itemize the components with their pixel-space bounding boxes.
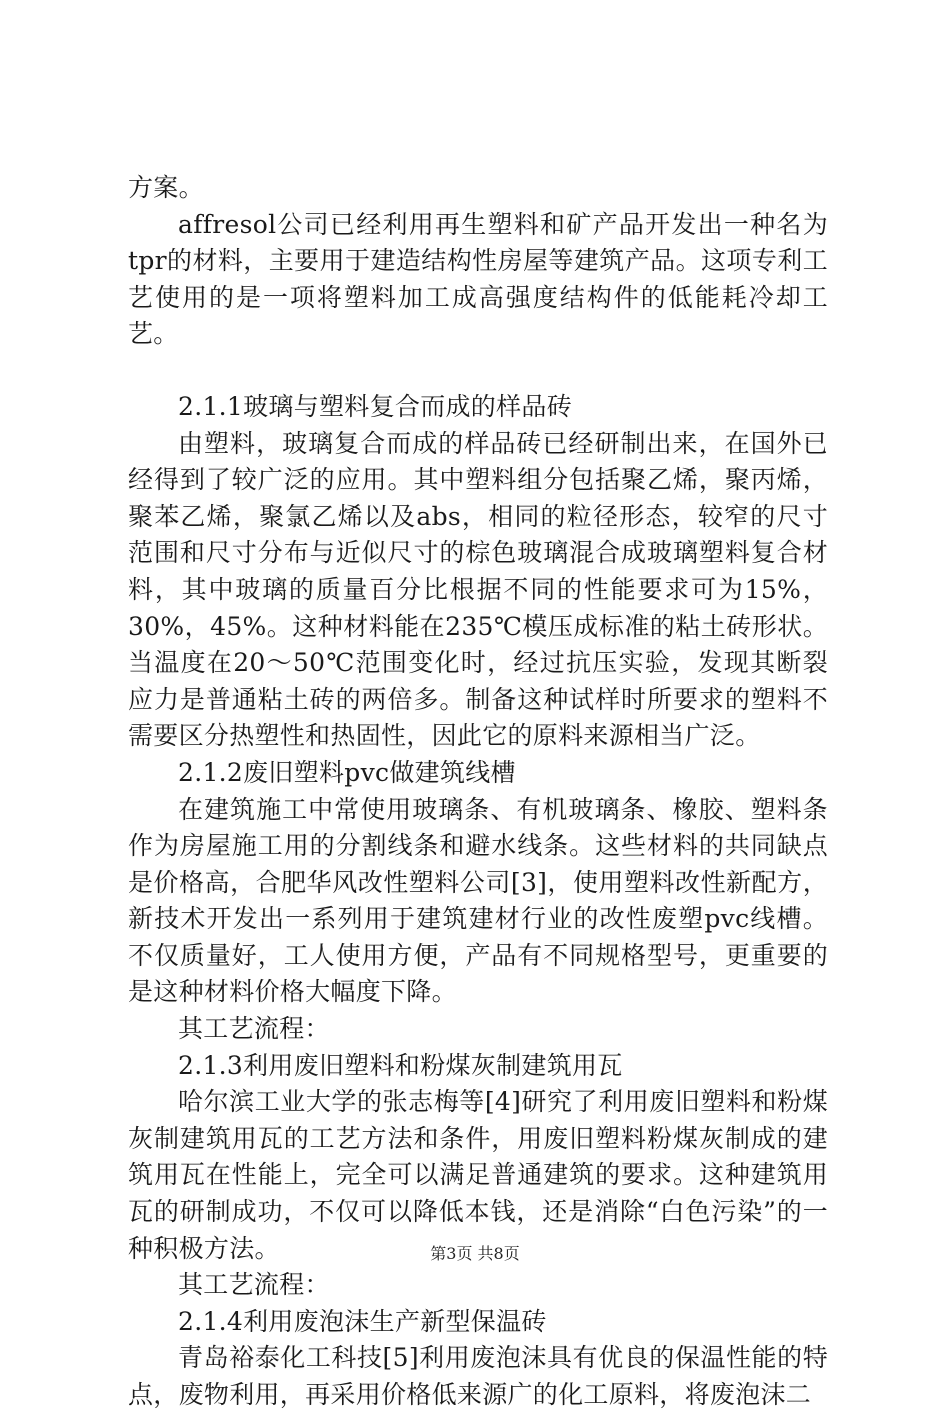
section-heading-2-1-2: 2.1.2废旧塑料pvc做建筑线槽: [178, 757, 516, 787]
section-heading-2-1-1: 2.1.1玻璃与塑料复合而成的样品砖: [178, 391, 573, 421]
paragraph-pvc-trunking: 在建筑施工中常使用玻璃条、有机玻璃条、橡胶、塑料条作为房屋施工用的分割线条和避水线条。这些材料的共同缺点是价格高，合肥华风改性塑料公司[3]，使用塑料改性新配方，新技术开发出一系列用于建筑建材行业的改性废塑pvc线槽。不仅质量好，工人使用方便，产品有不同规格型号，更重要的是这种材料价格大幅度下降。: [128, 794, 828, 1007]
paragraph-spacer: [128, 353, 828, 389]
section-heading-2-1-3: 2.1.3利用废旧塑料和粉煤灰制建筑用瓦: [178, 1050, 623, 1080]
process-flow-label-1: 其工艺流程：: [178, 1014, 330, 1044]
paragraph-affresol: affresol公司已经利用再生塑料和矿产品开发出一种名为tpr的材料，主要用于建造结构性房屋等建筑产品。这项专利工艺使用的是一项将塑料加工成高强度结构件的低能耗冷却工艺。: [128, 209, 828, 349]
paragraph-flyash-tile: 哈尔滨工业大学的张志梅等[4]研究了利用废旧塑料和粉煤灰制建筑用瓦的工艺方法和条件，用废旧塑料粉煤灰制成的建筑用瓦在性能上，完全可以满足普通建筑的要求。这种建筑用瓦的研制成功，不仅可以降低本钱，还是消除“白色污染”的一种积极方法。: [128, 1087, 828, 1263]
document-body: [128, 170, 828, 1414]
paragraph-glass-plastic-brick: 由塑料，玻璃复合而成的样品砖已经研制出来，在国外已经得到了较广泛的应用。其中塑料组分包括聚乙烯，聚丙烯，聚苯乙烯，聚氯乙烯以及abs，相同的粒径形态，较窄的尺寸范围和尺寸分布与近似尺寸的棕色玻璃混合成玻璃塑料复合材料，其中玻璃的质量百分比根据不同的性能要求可为15%，30%，45%。这种材料能在235℃模压成标准的粘土砖形状。当温度在20～50℃范围变化时，经过抗压实验，发现其断裂应力是普通粘土砖的两倍多。制备这种试样时所要求的塑料不需要区分热塑性和热固性，因此它的原料来源相当广泛。: [128, 428, 828, 751]
section-heading-2-1-4: 2.1.4利用废泡沫生产新型保温砖: [178, 1306, 547, 1336]
paragraph-foam-brick: 青岛裕泰化工科技[5]利用废泡沫具有优良的保温性能的特点，废物利用，再采用价格低来源广的化工原料，将废泡沫二: [128, 1343, 828, 1409]
paragraph-continuation: 方案。: [128, 173, 204, 202]
process-flow-label-2: 其工艺流程：: [178, 1270, 330, 1300]
page-number-footer: 第3页 共8页: [430, 1244, 520, 1263]
